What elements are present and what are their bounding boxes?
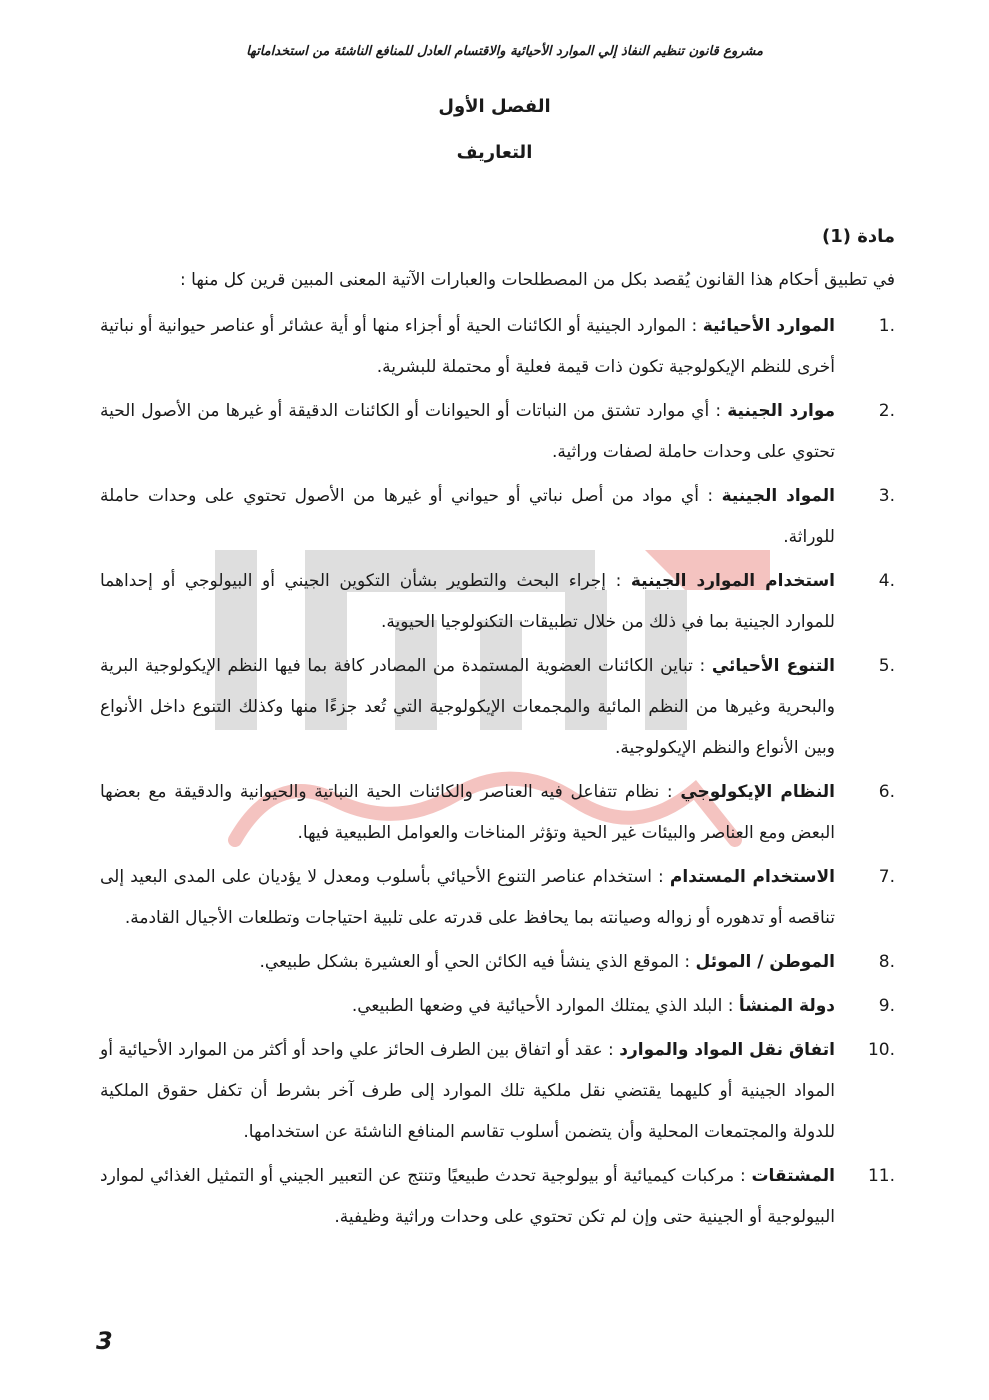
definition-text: : أي موارد تشتق من النباتات أو الحيوانات أو الكائنات الدقيقة أو غيرها من الأصول الحية تحتوي على وحدات حاملة لصفات وراثية. (100, 401, 835, 462)
article-intro: في تطبيق أحكام هذا القانون يُقصد بكل من المصطلحات والعبارات الآتية المعنى المبين قرين كل منها : (180, 270, 895, 290)
definition-number: 10. (867, 1040, 895, 1060)
definition-item (100, 1030, 895, 1153)
definition-number: 4. (878, 571, 895, 591)
definition-term: الموارد الأحيائية (702, 316, 835, 336)
definition-term: اتفاق نقل المواد والموارد (619, 1040, 835, 1060)
definition-number: 8. (878, 952, 895, 972)
definition-number: 5. (878, 656, 895, 676)
definition-text: : إجراء البحث والتطوير بشأن التكوين الجيني أو البيولوجي أو إحداهما للموارد الجينية بما في ذلك من خلال تطبيقات التكنولوجيا الحيوية. (100, 571, 835, 632)
definition-item (100, 857, 895, 939)
definition-item (100, 772, 895, 854)
definition-term: الاستخدام المستدام (669, 867, 836, 887)
definition-item (100, 646, 895, 769)
running-header: مشروع قانون تنظيم النفاذ إلي الموارد الأحيائية والاقتسام العادل للمنافع الناشئة من استخداماتها (246, 44, 763, 59)
definition-item (100, 391, 895, 473)
definition-text: : أي مواد من أصل نباتي أو حيواني أو غيرها من الأصول تحتوي على وحدات حاملة للوراثة. (100, 486, 835, 547)
definition-term: استخدام الموارد الجينية (630, 571, 835, 591)
article-title: مادة (1) (821, 226, 895, 247)
definition-item (100, 986, 895, 1027)
definition-term: المشتقات (751, 1166, 835, 1186)
definition-number: 3. (878, 486, 895, 506)
definition-text: : الموارد الجينية أو الكائنات الحية أو أجزاء منها أو أية عشائر أو عناصر حيوانية أو نباتية أخرى للنظم الإيكولوجية تكون ذات قيمة فعلية أو محتملة للبشرية. (100, 316, 835, 377)
chapter-number: الفصل الأول (438, 96, 551, 117)
definition-item (100, 306, 895, 388)
definition-number: 2. (878, 401, 895, 421)
definition-number: 6. (878, 782, 895, 802)
definition-term: النظام الإيكولوجي (680, 782, 835, 802)
definition-term: الموطن / الموئل (695, 952, 835, 972)
definitions-list (100, 306, 895, 1241)
definition-text: : الموقع الذي ينشأ فيه الكائن الحي أو العشيرة بشكل طبيعي. (259, 952, 696, 972)
definition-text: : البلد الذي يمتلك الموارد الأحيائية في وضعها الطبيعي. (351, 996, 739, 1016)
definition-number: 7. (878, 867, 895, 887)
page-number: 3 (96, 1327, 113, 1355)
definition-term: التنوع الأحيائي (711, 656, 835, 676)
definition-item (100, 561, 895, 643)
definition-number: 1. (878, 316, 895, 336)
definition-item (100, 942, 895, 983)
chapter-title: التعاريف (456, 142, 533, 163)
definition-number: 11. (867, 1166, 895, 1186)
definition-term: المواد الجينية (721, 486, 835, 506)
definition-number: 9. (878, 996, 895, 1016)
definition-text: : نظام تتفاعل فيه العناصر والكائنات الحية النباتية والحيوانية والدقيقة مع بعضها البعض ومع العناصر والبيئات غير الحية وتؤثر المناخات والعوامل الطبيعية فيها. (100, 782, 835, 843)
definition-text: : تباين الكائنات العضوية المستمدة من المصادر كافة بما فيها النظم الإيكولوجية البرية والبحرية وغيرها من النظم المائية والمجمعات الإيكولوجية التي تُعد جزءًا منها وكذلك التنوع داخل الأنواع وبين الأنواع والنظم الإيكولوجية. (100, 656, 835, 758)
definition-item (100, 476, 895, 558)
definition-item (100, 1156, 895, 1238)
definition-term: دولة المنشأ (738, 996, 835, 1016)
definition-text: : مركبات كيميائية أو بيولوجية تحدث طبيعيًا وتنتج عن التعبير الجيني أو التمثيل الغذائي لموارد البيولوجية أو الجينية حتى وإن لم تكن تحتوي على وحدات وراثية وظيفية. (100, 1166, 835, 1227)
definition-text: : استخدام عناصر التنوع الأحيائي بأسلوب ومعدل لا يؤديان على المدى البعيد إلى تناقصه أو تدهوره أو زواله وصيانته بما يحافظ على قدرته على تلبية احتياجات وتطلعات الأجيال القادمة. (100, 867, 835, 928)
definition-term: موارد الجينية (727, 401, 836, 421)
definition-text: : عقد أو اتفاق بين الطرف الحائز علي واحد أو أكثر من الموارد الأحيائية أو المواد الجينية أو كليهما يقتضي نقل ملكية تلك الموارد إلى طرف آخر بشرط أن تكفل حقوق الملكية للدولة والمجتمعات المحلية وأن يتضمن أسلوب تقاسم المنافع الناشئة عن استخدامها. (100, 1040, 835, 1142)
